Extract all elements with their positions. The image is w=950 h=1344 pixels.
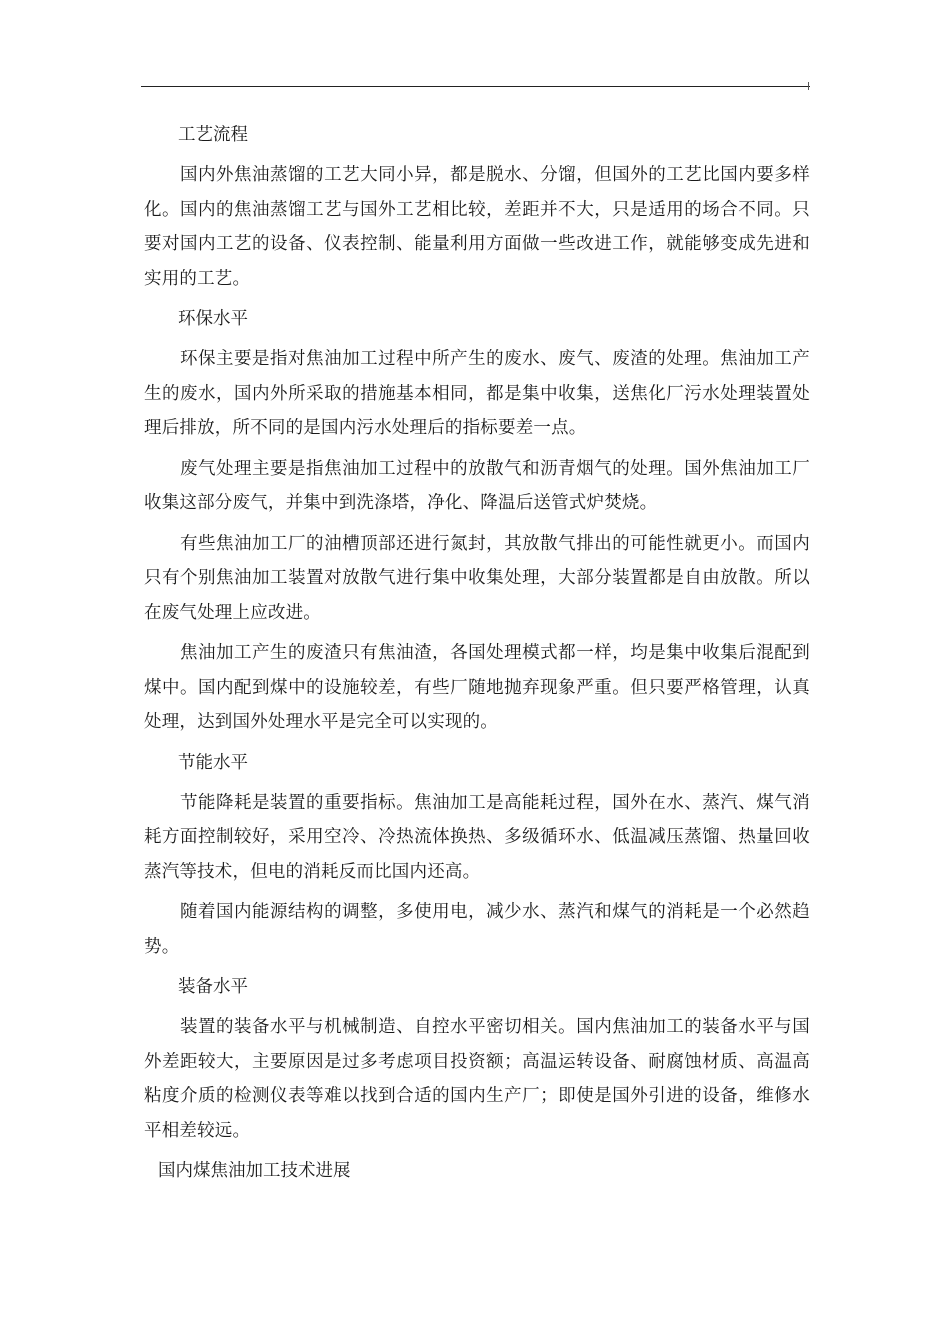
paragraph: 节能降耗是装置的重要指标。焦油加工是高能耗过程，国外在水、蒸汽、煤气消耗方面控制较好，采用空冷、冷热流体换热、多级循环水、低温减压蒸馏、热量回收蒸汽等技术，但电的消耗反而比国内还高。 <box>144 792 810 882</box>
section-heading-environment: 环保水平 <box>178 309 248 329</box>
section-heading-process: 工艺流程 <box>178 125 248 145</box>
section-heading-equipment: 装备水平 <box>178 977 248 997</box>
paragraph: 随着国内能源结构的调整，多使用电，减少水、蒸汽和煤气的消耗是一个必然趋势。 <box>144 902 810 957</box>
paragraph: 环保主要是指对焦油加工过程中所产生的废水、废气、废渣的处理。焦油加工产生的废水，国内外所采取的措施基本相同，都是集中收集，送焦化厂污水处理装置处理后排放，所不同的是国内污水处理后的指标要差一点。 <box>144 349 810 438</box>
paragraph: 有些焦油加工厂的油槽顶部还进行氮封，其放散气排出的可能性就更小。而国内只有个别焦油加工装置对放散气进行集中收集处理，大部分装置都是自由放散。所以在废气处理上应改进。 <box>144 533 810 623</box>
section-heading-energy: 节能水平 <box>178 752 248 773</box>
document-body <box>144 118 810 1194</box>
final-heading: 国内煤焦油加工技术进展 <box>158 1161 351 1181</box>
paragraph: 焦油加工产生的废渣只有焦油渣，各国处理模式都一样，均是集中收集后混配到煤中。国内配到煤中的设施较差，有些厂随地抛弃现象严重。但只要严格管理，认真处理，达到国外处理水平是完全可以实现的。 <box>144 643 810 732</box>
paragraph: 废气处理主要是指焦油加工过程中的放散气和沥青烟气的处理。国外焦油加工厂收集这部分废气，并集中到洗涤塔，净化、降温后送管式炉焚烧。 <box>144 458 810 513</box>
header-rule-tick <box>808 82 809 90</box>
paragraph: 装置的装备水平与机械制造、自控水平密切相关。国内焦油加工的装备水平与国外差距较大，主要原因是过多考虑项目投资额；高温运转设备、耐腐蚀材质、高温高粘度介质的检测仪表等难以找到合适的国内生产厂；即使是国外引进的设备，维修水平相差较远。 <box>144 1017 810 1141</box>
header-rule <box>141 86 810 87</box>
paragraph: 国内外焦油蒸馏的工艺大同小异，都是脱水、分馏，但国外的工艺比国内要多样化。国内的焦油蒸馏工艺与国外工艺相比较，差距并不大，只是适用的场合不同。只要对国内工艺的设备、仪表控制、能量利用方面做一些改进工作，就能够变成先进和实用的工艺。 <box>144 165 810 289</box>
